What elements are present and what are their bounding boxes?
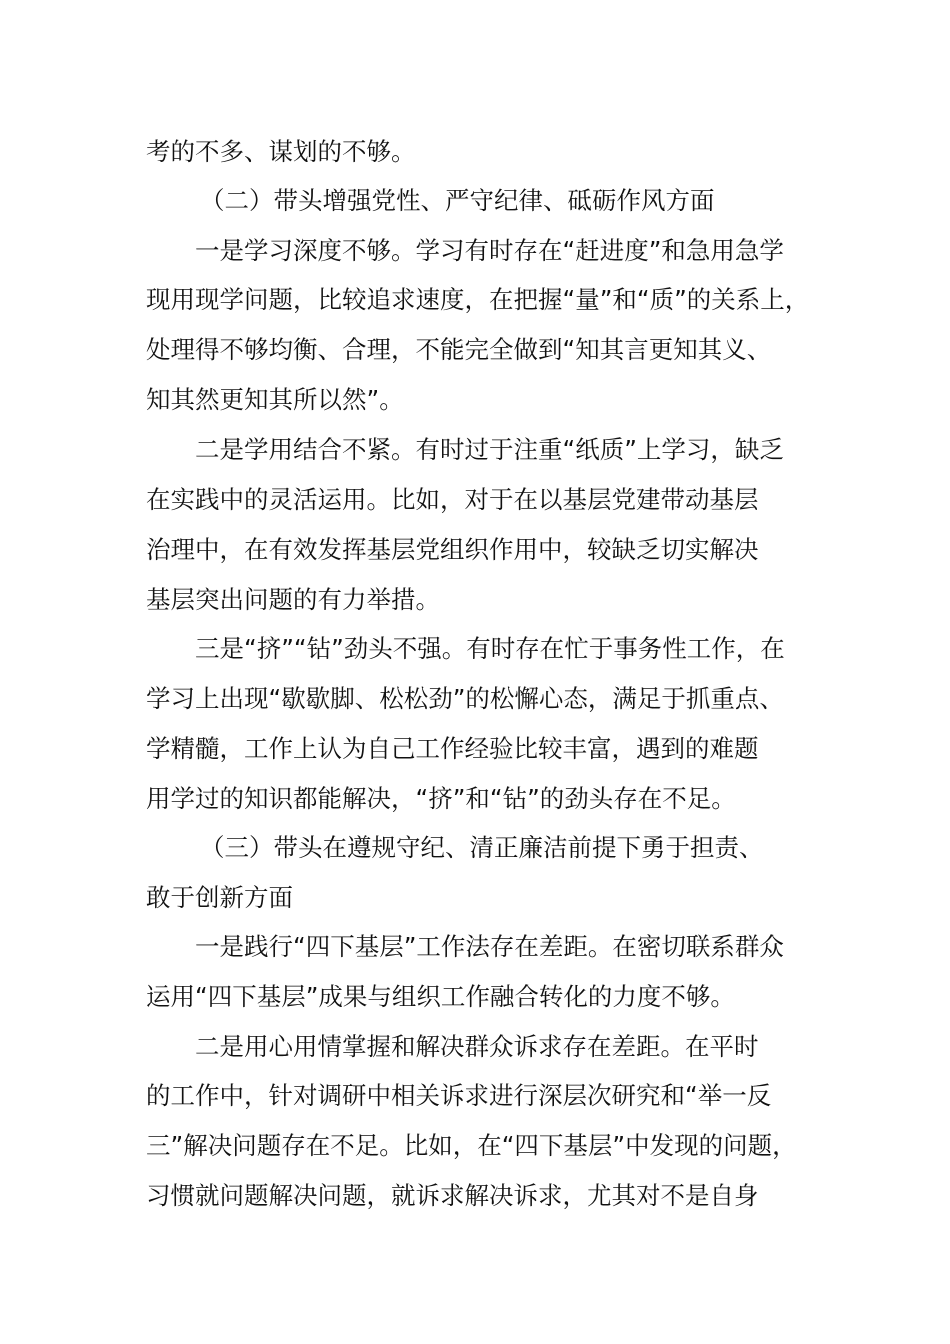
text-line: 学精髓，工作上认为自己工作经验比较丰富，遇到的难题 [146,734,759,763]
paragraph-start: 一是学习深度不够。学习有时存在“赶进度”和急用急学 [195,236,784,265]
text-line: 基层突出问题的有力举措。 [146,585,440,614]
text-line: 现用现学问题，比较追求速度，在把握“量”和“质”的关系上， [146,285,810,314]
section-heading: （三）带头在遵规守纪、清正廉洁前提下勇于担责、 [200,833,764,862]
text-line: 运用“四下基层”成果与组织工作融合转化的力度不够。 [146,982,735,1011]
paragraph-start: 一是践行“四下基层”工作法存在差距。在密切联系群众 [195,932,784,961]
paragraph-start: 二是学用结合不紧。有时过于注重“纸质”上学习，缺乏 [195,435,784,464]
paragraph-start: 三是“挤”“钻”劲头不强。有时存在忙于事务性工作，在 [195,634,785,663]
text-line: 在实践中的灵活运用。比如，对于在以基层党建带动基层 [146,485,759,514]
section-heading: （二）带头增强党性、严守纪律、砥砺作风方面 [200,186,715,215]
paragraph-start: 二是用心用情掌握和解决群众诉求存在差距。在平时 [195,1032,759,1061]
text-line: 学习上出现“歇歇脚、松松劲”的松懈心态，满足于抓重点、 [146,684,784,713]
section-heading-continued: 敢于创新方面 [146,883,293,912]
text-line: 用学过的知识都能解决，“挤”和“钻”的劲头存在不足。 [146,784,736,813]
text-line: 习惯就问题解决问题，就诉求解决诉求，尤其对不是自身 [146,1181,759,1210]
text-line: 治理中，在有效发挥基层党组织作用中，较缺乏切实解决 [146,535,759,564]
text-line: 三”解决问题存在不足。比如，在“四下基层”中发现的问题， [146,1131,797,1160]
text-line: 的工作中，针对调研中相关诉求进行深层次研究和“举一反 [146,1081,772,1110]
text-line: 知其然更知其所以然”。 [146,385,404,414]
text-line: 处理得不够均衡、合理，不能完全做到“知其言更知其义、 [146,335,772,364]
text-line: 考的不多、谋划的不够。 [146,137,416,166]
